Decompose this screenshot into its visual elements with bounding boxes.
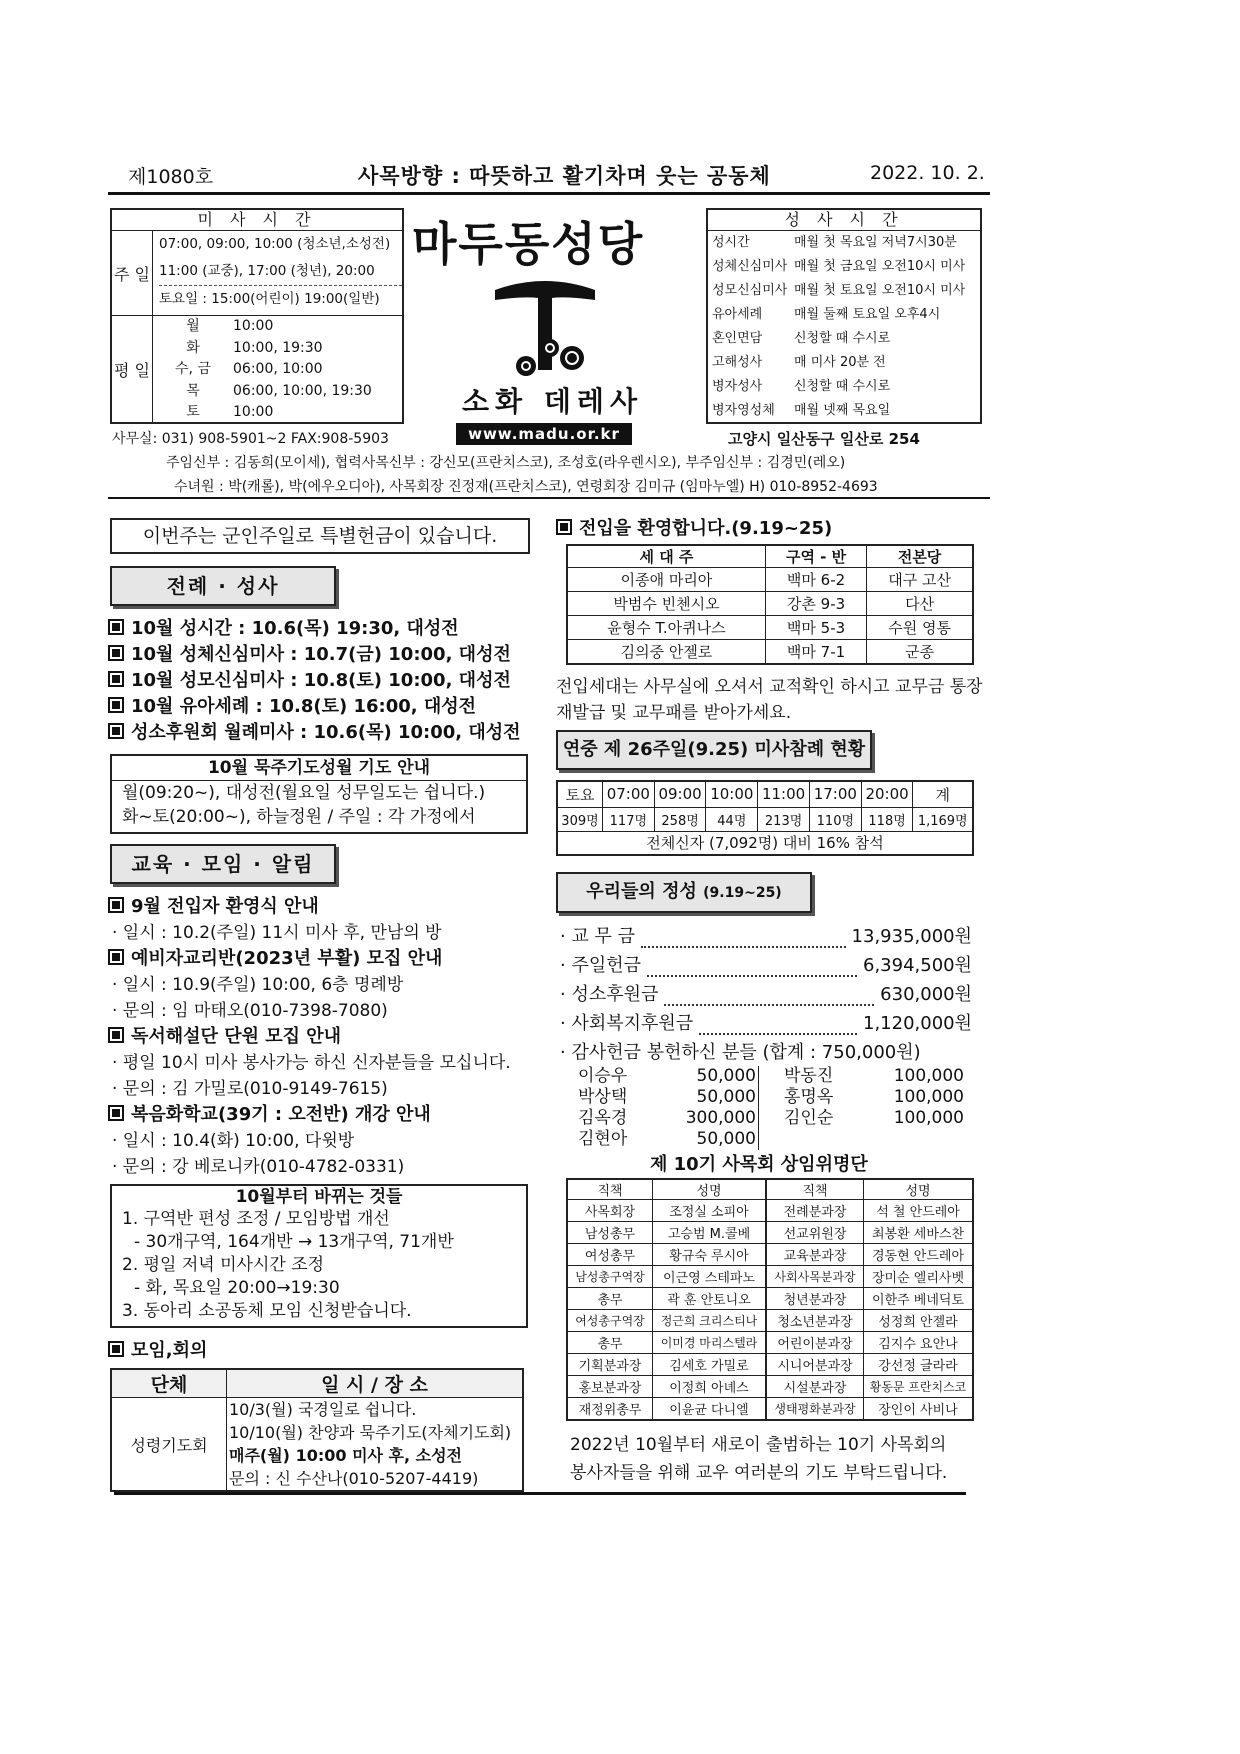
liturgy-item: 10월 성시간 : 10.6(목) 19:30, 대성전: [108, 614, 459, 640]
sunday-row: 토요일 : 15:00(어린이) 19:00(일반): [159, 285, 402, 313]
offering-row: · 교 무 금 13,935,000원: [560, 922, 972, 948]
education-detail: · 평일 10시 미사 봉사가능 하신 신자분들을 모십니다.: [112, 1053, 511, 1073]
newcomers-note: 전입세대는 사무실에 오셔서 교적확인 하시고 교무금 통장: [556, 677, 983, 697]
square-bullet-icon: [108, 697, 124, 713]
header-bottom-rule: [108, 497, 990, 499]
liturgy-section-title: 전례 · 성사: [110, 566, 336, 606]
table-row: 박범수 빈첸시오 강촌 9-3 다산: [567, 592, 973, 616]
meetings-group-name: 성령기도회: [111, 1398, 227, 1492]
square-bullet-icon: [108, 1341, 124, 1357]
offering-row: · 사회복지후원금 1,120,000원: [560, 1009, 972, 1035]
meetings-heading: 모임,회의: [108, 1336, 207, 1362]
sacrament-row: 성체신심미사 매월 첫 금요일 오전10시 미사: [712, 259, 966, 274]
newcomers-col: 구역 - 반: [765, 545, 866, 568]
issue-date: 2022. 10. 2.: [870, 162, 985, 184]
special-collection-notice: 이번주는 군인주일로 특별헌금이 있습니다.: [110, 518, 530, 554]
changes-line: 3. 동아리 소공동체 모임 신청받습니다.: [122, 1301, 412, 1321]
meeting-line: 매주(월) 10:00 미사 후, 소성전: [229, 1446, 463, 1465]
rosary-line: 화~토(20:00~), 하늘정원 / 주일 : 각 가정에서: [122, 807, 476, 827]
council-col: 직책: [567, 1179, 653, 1200]
table-row: 이종애 마리아 백마 6-2 대구 고산: [567, 568, 973, 592]
sunday-row: 07:00, 09:00, 10:00 (청소년,소성전): [159, 236, 391, 252]
attendance-table: [556, 780, 974, 856]
newcomers-table: [566, 544, 974, 665]
newcomers-col: 전본당: [867, 545, 973, 568]
liturgy-item: 10월 성체신심미사 : 10.7(금) 10:00, 대성전: [108, 640, 511, 666]
rosary-month-box: [110, 754, 528, 834]
table-row: 남성총구역장 이근영 스테파노 사회사목분과장 장미순 엘리사벳: [567, 1266, 973, 1288]
square-bullet-icon: [108, 645, 124, 661]
thanks-offering-line: · 감사헌금 봉헌하신 분들 (합계 : 750,000원): [560, 1042, 921, 1063]
list-item: 김현아 50,000: [578, 1129, 756, 1149]
pastoral-motto: 사목방향 : 따뜻하고 활기차며 웃는 공동체: [358, 164, 771, 188]
liturgy-item: 10월 유아세례 : 10.8(토) 16:00, 대성전: [108, 692, 476, 718]
offerings-section-title: 우리들의 정성 (9.19~25): [556, 872, 812, 913]
meetings-col-when: 일 시 / 장 소: [227, 1369, 524, 1398]
education-detail: · 일시 : 10.9(주일) 10:00, 6층 명례방: [112, 975, 404, 995]
attendance-col: 07:00: [602, 781, 654, 807]
table-row: 여성총무 황규숙 루시아 교육분과장 경동현 안드레아: [567, 1244, 973, 1266]
sacrament-times-title: 성 사 시 간: [708, 210, 980, 231]
table-row: 총무 곽 훈 안토니오 청년분과장 이한주 베네딕토: [567, 1288, 973, 1310]
offering-row: · 성소후원금 630,000원: [560, 980, 972, 1006]
sacrament-row: 유아세례 매월 둘째 토요일 오후4시: [712, 307, 941, 322]
sacrament-row: 고해성사 매 미사 20분 전: [712, 355, 886, 370]
sunday-label: 주 일: [112, 231, 153, 315]
table-row: 재정위총무 이윤균 다니엘 생태평화분과장 장인이 사비나: [567, 1398, 973, 1420]
issue-number: 제1080호: [128, 166, 214, 188]
changes-line: 2. 평일 저녁 미사시간 조정: [122, 1255, 325, 1275]
square-bullet-icon: [108, 619, 124, 635]
office-phone: 사무실: 031) 908-5901~2 FAX:908-5903: [112, 431, 389, 447]
mass-times-title: 미 사 시 간: [112, 210, 402, 231]
education-item: 독서해설단 단원 모집 안내: [108, 1022, 341, 1048]
education-item: 9월 전입자 환영식 안내: [108, 892, 319, 918]
attendance-section-title: 연중 제 26주일(9.25) 미사참례 현황: [556, 730, 872, 770]
attendance-summary: 전체신자 (7,092명) 대비 16% 참석: [557, 831, 973, 855]
changes-title: 10월부터 바뀌는 것들: [235, 1187, 403, 1207]
weekday-row: 화 10:00, 19:30: [186, 339, 323, 356]
attendance-col: 10:00: [706, 781, 758, 807]
clergy-line: 주임신부 : 김동희(모이세), 협력사목신부 : 강신모(프란치스코), 조성호(라우렌시오), 부주임신부 : 김경민(레오): [166, 455, 846, 471]
newcomers-heading: 전입을 환영합니다.(9.19~25): [556, 514, 832, 540]
table-row: 309명 117명 258명 44명 213명 110명 118명 1,169명: [557, 807, 973, 831]
rosary-line: 월(09:20~), 대성전(월요일 성무일도는 쉽니다.): [122, 783, 486, 803]
square-bullet-icon: [108, 1105, 124, 1121]
table-row: 총무 이미경 마리스텔라 어린이분과장 김지수 요안나: [567, 1332, 973, 1354]
changes-line: 1. 구역반 편성 조정 / 모임방법 개선: [122, 1209, 390, 1229]
table-row: 남성총무 고승범 M.콜베 선교위원장 최봉환 세바스찬: [567, 1222, 973, 1244]
attendance-col: 계: [913, 781, 973, 807]
footer-rule: [114, 1492, 966, 1495]
sacrament-row: 병자영성체 매월 넷째 목요일: [712, 403, 891, 418]
header-rule: [108, 192, 990, 195]
weekday-row: 수, 금 06:00, 10:00: [175, 361, 323, 377]
meeting-line: 문의 : 신 수산나(010-5207-4419): [229, 1469, 479, 1488]
meeting-line: 10/10(월) 찬양과 묵주기도(자체기도회): [229, 1423, 512, 1442]
donors-right: [784, 1066, 964, 1129]
meetings-col-group: 단체: [111, 1369, 227, 1398]
sacrament-row: 성모신심미사 매월 첫 토요일 오전10시 미사: [712, 283, 966, 298]
parish-website[interactable]: www.madu.or.kr: [456, 423, 632, 445]
table-row: 윤형수 T.아퀴나스 백마 5-3 수원 영통: [567, 616, 973, 640]
table-row: 김의중 안젤로 백마 7-1 군종: [567, 640, 973, 664]
council-note: 봉사자들을 위해 교우 여러분의 기도 부탁드립니다.: [570, 1463, 948, 1483]
education-detail: · 일시 : 10.4(화) 10:00, 다윗방: [112, 1131, 355, 1151]
attendance-col: 20:00: [861, 781, 913, 807]
square-bullet-icon: [108, 1027, 124, 1043]
sacrament-row: 혼인면담 신청할 때 수시로: [712, 331, 891, 346]
changes-line: - 30개구역, 164개반 → 13개구역, 71개반: [134, 1232, 454, 1252]
parish-address: 고양시 일산동구 일산로 254: [728, 430, 920, 448]
offering-row: · 주일헌금 6,394,500원: [560, 951, 972, 977]
parish-patron: 소화 데레사: [462, 385, 643, 418]
list-item: 이승우 50,000: [578, 1066, 756, 1086]
rosary-title: 10월 묵주기도성월 기도 안내: [112, 756, 526, 781]
attendance-col: 토요: [557, 781, 602, 807]
weekday-row: 목 06:00, 10:00, 19:30: [186, 382, 372, 399]
council-col: 성명: [864, 1179, 974, 1200]
liturgy-item: 10월 성모신심미사 : 10.8(토) 10:00, 대성전: [108, 666, 511, 692]
table-row: 기획분과장 김세호 가밀로 시니어분과장 강선정 글라라: [567, 1354, 973, 1376]
table-row: 홍보분과장 이정희 아녜스 시설분과장 황동문 프란치스코: [567, 1376, 973, 1398]
sacrament-times-box: [706, 208, 982, 424]
attendance-col: 11:00: [758, 781, 810, 807]
council-col: 직책: [766, 1179, 864, 1200]
weekday-row: 토 10:00: [186, 404, 274, 420]
education-detail: · 일시 : 10.2(주일) 11시 미사 후, 만남의 방: [112, 923, 442, 943]
newcomers-note: 재발급 및 교무패를 받아가세요.: [556, 703, 792, 723]
square-bullet-icon: [108, 897, 124, 913]
meetings-table: [110, 1368, 524, 1492]
mass-times-box: [110, 208, 404, 424]
square-bullet-icon: [556, 519, 572, 535]
council-title: 제 10기 사목회 상임위명단: [650, 1154, 868, 1175]
table-row: 여성총구역장 정근희 크리스티나 청소년분과장 성정희 안젤라: [567, 1310, 973, 1332]
staff-line: 수녀원 : 박(캐롤), 박(에우오디아), 사목회장 진정재(프란치스코), 연령회장 김미규 (임마누엘) H) 010-8952-4693: [174, 479, 878, 495]
council-col: 성명: [653, 1179, 767, 1200]
weekday-label: 평 일: [112, 316, 153, 422]
parish-name: 마두동성당: [412, 217, 645, 271]
sacrament-row: 병자성사 신청할 때 수시로: [712, 379, 891, 394]
cross-rose-logo: [490, 270, 600, 380]
list-item: 김옥경 300,000: [578, 1108, 756, 1128]
attendance-col: 17:00: [809, 781, 861, 807]
square-bullet-icon: [108, 671, 124, 687]
attendance-col: 09:00: [654, 781, 706, 807]
donors-left: [578, 1066, 759, 1150]
list-item: 김인순 100,000: [784, 1108, 964, 1128]
education-item: 복음화학교(39기 : 오전반) 개강 안내: [108, 1100, 431, 1126]
council-note: 2022년 10월부터 새로이 출범하는 10기 사목회의: [570, 1435, 947, 1455]
weekday-row: 월 10:00: [186, 318, 274, 334]
table-row: 사목회장 조정실 소피아 전례분과장 석 철 안드레아: [567, 1200, 973, 1222]
council-table: [566, 1178, 974, 1421]
education-section-title: 교육 · 모임 · 알림: [110, 844, 336, 884]
list-item: 박상택 50,000: [578, 1087, 756, 1107]
liturgy-item: 성소후원회 월례미사 : 10.6(목) 10:00, 대성전: [108, 718, 521, 744]
education-detail: · 문의 : 임 마태오(010-7398-7080): [112, 1001, 388, 1021]
education-detail: · 문의 : 강 베로니카(010-4782-0331): [112, 1157, 405, 1177]
meeting-line: 10/3(월) 국경일로 쉽니다.: [229, 1400, 417, 1419]
square-bullet-icon: [108, 949, 124, 965]
newcomers-col: 세 대 주: [567, 545, 765, 568]
square-bullet-icon: [108, 723, 124, 739]
changes-line: - 화, 목요일 20:00→19:30: [134, 1278, 340, 1298]
list-item: 홍명옥 100,000: [784, 1087, 964, 1107]
sacrament-row: 성시간 매월 첫 목요일 저녁7시30분: [712, 235, 957, 250]
sunday-row: 11:00 (교중), 17:00 (청년), 20:00: [159, 263, 375, 279]
education-detail: · 문의 : 김 가밀로(010-9149-7615): [112, 1079, 388, 1099]
education-item: 예비자교리반(2023년 부활) 모집 안내: [108, 944, 442, 970]
changes-box: [110, 1184, 528, 1328]
list-item: 박동진 100,000: [784, 1066, 964, 1086]
